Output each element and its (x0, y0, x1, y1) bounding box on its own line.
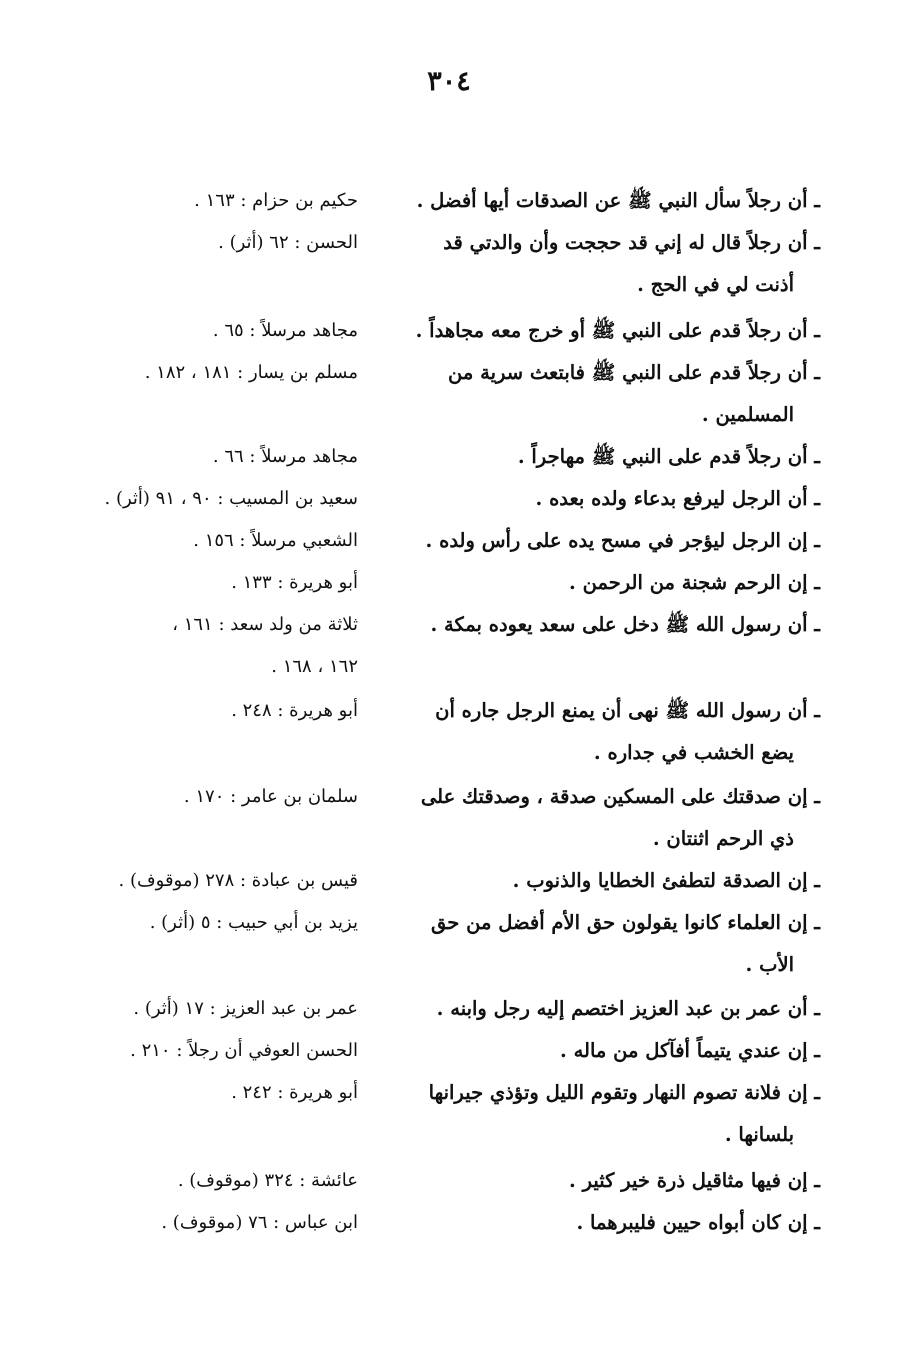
hadith-text (375, 180, 820, 222)
narrator-line: عمر بن عبد العزيز : ١٧ (أثر) . (133, 998, 358, 1019)
narrator-reference (66, 988, 358, 1030)
narrator-line: أبو هريرة : ٢٤٨ . (231, 700, 358, 721)
narrator-line: عائشة : ٣٢٤ (موقوف) . (177, 1170, 358, 1191)
hadith-line: ـ أن رجلاً قال له إني قد حججت وأن والدتي قد (443, 231, 820, 254)
hadith-text (375, 860, 820, 902)
narrator-reference (66, 180, 358, 222)
hadith-text (375, 604, 820, 646)
narrator-line: ابن عباس : ٧٦ (موقوف) . (161, 1212, 358, 1233)
hadith-line: ذي الرحم اثنتان . (652, 827, 794, 850)
hadith-line: ـ إن الرجل ليؤجر في مسح يده على رأس ولده . (425, 529, 820, 552)
hadith-line: ـ أن رسول الله ﷺ نهى أن يمنع الرجل جاره أن (435, 699, 820, 722)
narrator-reference (66, 690, 358, 732)
hadith-line: ـ أن رجلاً قدم على النبي ﷺ أو خرج معه مجاهداً . (415, 319, 820, 342)
narrator-reference (66, 1202, 358, 1244)
hadith-text (375, 1202, 820, 1244)
hadith-line: ـ أن رسول الله ﷺ دخل على سعد يعوده بمكة . (430, 613, 820, 636)
hadith-text (375, 1030, 820, 1072)
narrator-line: الحسن : ٦٢ (أثر) . (218, 232, 358, 253)
hadith-text (375, 1160, 820, 1202)
hadith-line: ـ أن رجلاً سأل النبي ﷺ عن الصدقات أيها أفضل . (416, 189, 820, 212)
hadith-text (375, 902, 820, 986)
narrator-reference (66, 1072, 358, 1114)
hadith-line: بلسانها . (724, 1123, 794, 1146)
narrator-line: مجاهد مرسلاً : ٦٥ . (212, 320, 358, 341)
hadith-text (375, 562, 820, 604)
hadith-line: ـ إن فيها مثاقيل ذرة خير كثير . (569, 1169, 820, 1192)
narrator-reference (66, 222, 358, 264)
narrator-reference (66, 1160, 358, 1202)
hadith-line: ـ إن صدقتك على المسكين صدقة ، وصدقتك على (420, 785, 820, 808)
narrator-reference (66, 520, 358, 562)
narrator-reference (66, 776, 358, 818)
narrator-reference (66, 562, 358, 604)
narrator-reference (66, 1030, 358, 1072)
narrator-reference (66, 352, 358, 394)
narrator-reference (66, 478, 358, 520)
narrator-line: مجاهد مرسلاً : ٦٦ . (212, 446, 358, 467)
hadith-line: ـ أن رجلاً قدم على النبي ﷺ مهاجراً . (517, 445, 820, 468)
narrator-reference (66, 604, 358, 688)
hadith-line: ـ إن عندي يتيماً أفآكل من ماله . (560, 1039, 820, 1062)
hadith-line: ـ إن كان أبواه حيين فليبرهما . (576, 1211, 820, 1234)
hadith-text (375, 520, 820, 562)
narrator-line: يزيد بن أبي حبيب : ٥ (أثر) . (149, 912, 358, 933)
hadith-line: المسلمين . (701, 403, 794, 426)
hadith-line: ـ إن الرحم شجنة من الرحمن . (569, 571, 820, 594)
narrator-line: سعيد بن المسيب : ٩٠ ، ٩١ (أثر) . (104, 488, 358, 509)
hadith-line: الأب . (745, 953, 794, 976)
narrator-reference (66, 436, 358, 478)
hadith-line: ـ إن فلانة تصوم النهار وتقوم الليل وتؤذي جيرانها (428, 1081, 820, 1104)
narrator-line: أبو هريرة : ١٣٣ . (231, 572, 358, 593)
hadith-text (375, 1072, 820, 1156)
hadith-text (375, 690, 820, 774)
narrator-line: ١٦٢ ، ١٦٨ . (271, 656, 358, 677)
narrator-line: ثلاثة من ولد سعد : ١٦١ ، (172, 614, 358, 635)
narrator-reference (66, 902, 358, 944)
narrator-line: مسلم بن يسار : ١٨١ ، ١٨٢ . (144, 362, 358, 383)
hadith-line: ـ إن العلماء كانوا يقولون حق الأم أفضل من حق (431, 911, 820, 934)
narrator-reference (66, 310, 358, 352)
narrator-line: حكيم بن حزام : ١٦٣ . (194, 190, 358, 211)
hadith-text (375, 310, 820, 352)
hadith-line: ـ إن الصدقة لتطفئ الخطايا والذنوب . (512, 869, 820, 892)
hadith-line: أذنت لي في الحج . (637, 273, 794, 296)
hadith-line: ـ أن عمر بن عبد العزيز اختصم إليه رجل وابنه . (436, 997, 820, 1020)
hadith-text (375, 478, 820, 520)
narrator-line: الشعبي مرسلاً : ١٥٦ . (193, 530, 358, 551)
hadith-text (375, 352, 820, 436)
hadith-text (375, 988, 820, 1030)
hadith-text (375, 436, 820, 478)
hadith-line: يضع الخشب في جداره . (593, 741, 794, 764)
hadith-line: ـ أن رجلاً قدم على النبي ﷺ فابتعث سرية من (448, 361, 820, 384)
hadith-text (375, 222, 820, 306)
page-number: ٣٠٤ (427, 66, 471, 97)
narrator-line: أبو هريرة : ٢٤٢ . (231, 1082, 358, 1103)
hadith-line: ـ أن الرجل ليرفع بدعاء ولده بعده . (535, 487, 820, 510)
narrator-reference (66, 860, 358, 902)
narrator-line: سلمان بن عامر : ١٧٠ . (183, 786, 358, 807)
narrator-line: قيس بن عبادة : ٢٧٨ (موقوف) . (118, 870, 358, 891)
narrator-line: الحسن العوفي أن رجلاً : ٢١٠ . (130, 1040, 358, 1061)
hadith-text (375, 776, 820, 860)
